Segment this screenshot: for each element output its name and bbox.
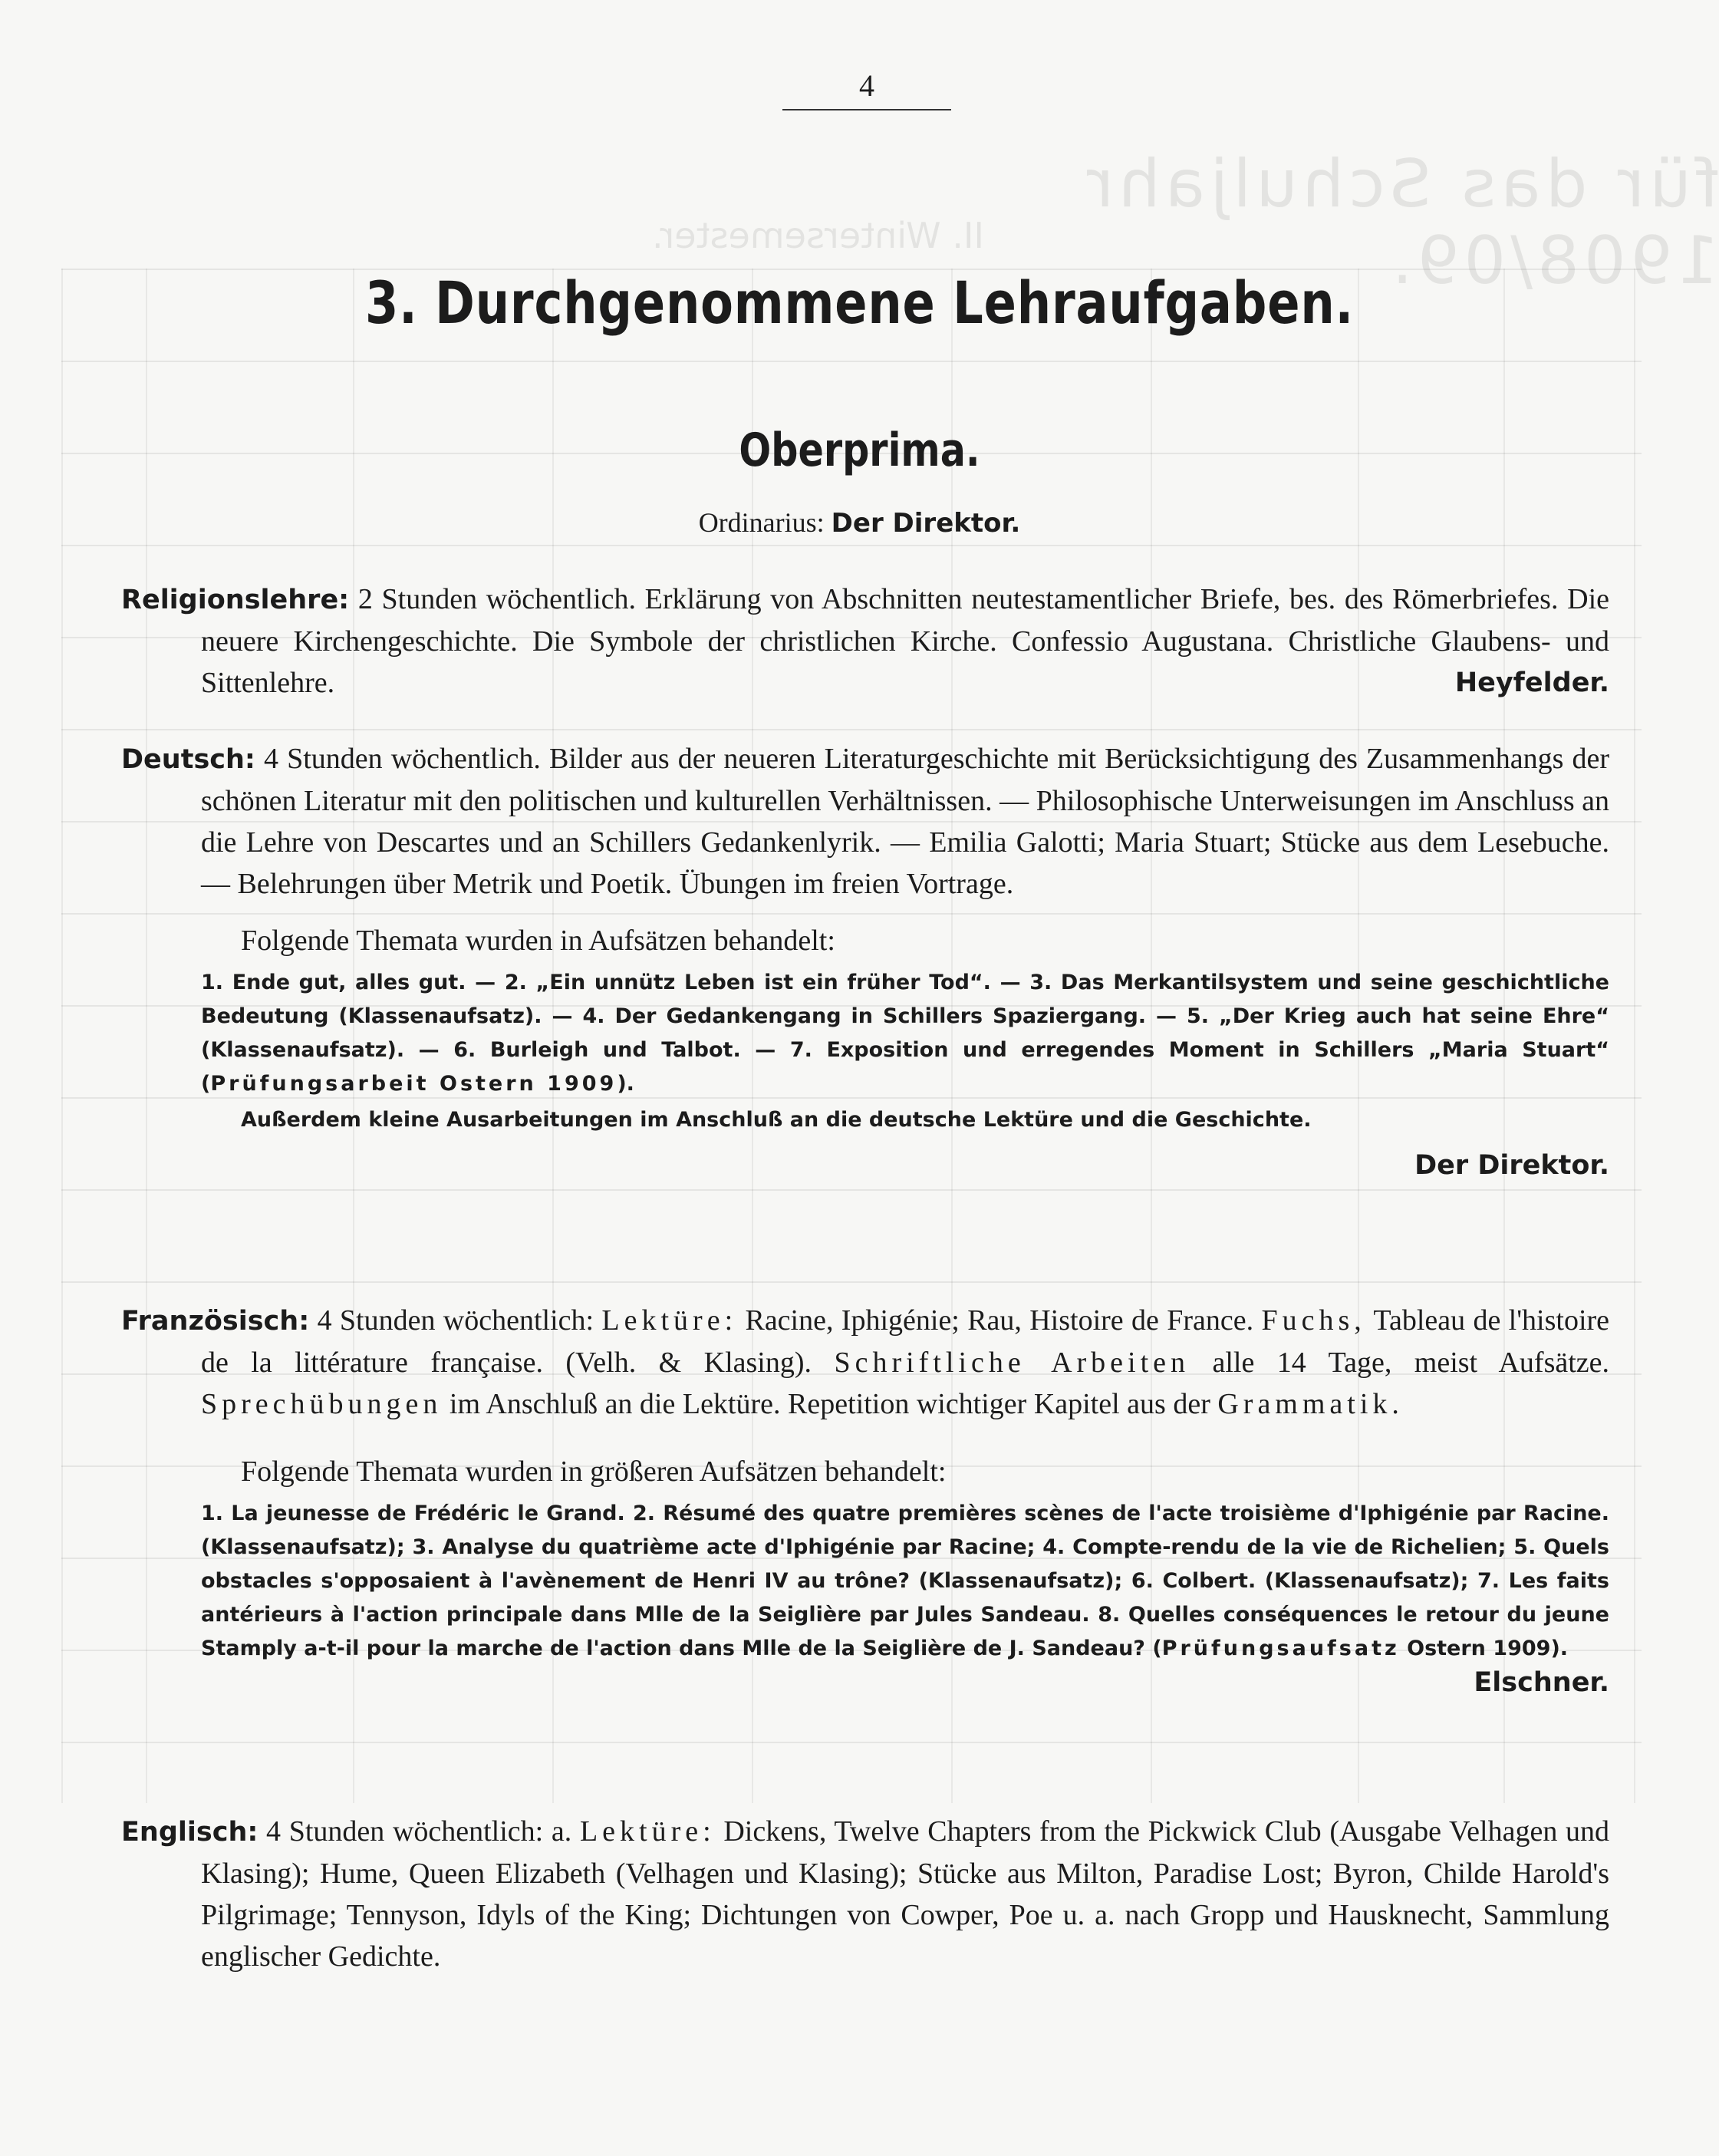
deutsch-teacher-line xyxy=(121,1144,1609,1186)
franzoesisch-themes-close: Ostern 1909). xyxy=(1407,1637,1569,1660)
ordinarius-label: Ordinarius: xyxy=(698,507,825,538)
class-title: Oberprima. xyxy=(739,424,980,477)
deutsch-themes-close: ). xyxy=(617,1072,634,1096)
franzoesisch-repetition: im Anschluß an die Lektüre. Repetition wichtiger Kapitel aus der xyxy=(449,1388,1210,1420)
franzoesisch-teacher: Elschner. xyxy=(1474,1667,1609,1698)
page-number: 4 xyxy=(859,68,874,103)
deutsch-text: 4 Stunden wöchentlich. Bilder aus der neueren Literaturgeschichte mit Berücksichtigung des Zusammenhangs der schönen Literatur mit den politischen und kulturellen Verhältnissen. — Philosophische Unterweisungen im Anschluss an die Lehre von Descartes und an Schillers Gedankenlyrik. — Emilia Galotti; Maria Stuart; Stücke aus dem Lesebuche. — Belehrungen über Metrik und Poetik. Übungen im freien Vortrage. xyxy=(201,743,1610,900)
deutsch-teacher: Der Direktor. xyxy=(1414,1150,1609,1181)
englisch-hours: 4 Stunden wöchentlich: a. xyxy=(266,1815,572,1848)
franzoesisch-grammar: Grammatik. xyxy=(1217,1388,1404,1420)
page-number-rule xyxy=(782,109,951,110)
englisch-lekture-label: Lektüre: xyxy=(579,1815,716,1848)
subject-religion xyxy=(121,579,1609,704)
subject-franzoesisch xyxy=(121,1300,1609,1699)
franzoesisch-hours: 4 Stunden wöchentlich: xyxy=(317,1304,594,1337)
deutsch-themes-exam: Prüfungsarbeit Ostern 1909 xyxy=(210,1072,617,1096)
deutsch-heading: Deutsch: xyxy=(121,744,255,775)
franzoesisch-themes-text: 1. La jeunesse de Frédéric le Grand. 2. Résumé des quatre premières scènes de l'acte troisième d'Iphigénie par Racine. (Klassenaufsatz); 3. Analyse du quatrième acte d'Iphigénie par Racine; 4. Compte-rendu de la vie de Richelien; 5. Quels obstacles s'opposaient à l'avènement de Henri IV au trône? (Klassenaufsatz); 6. Colbert. (Klassenaufsatz); 7. Les faits antérieurs à l'action principale dans Mlle de la Seiglière par Jules Sandeau. 8. Quelles conséquences le retour du jeune Stamply a-t-il pour la marche de l'action dans Mlle de la Seiglière de J. Sandeau? ( xyxy=(201,1502,1609,1660)
franzoesisch-heading: Französisch: xyxy=(121,1306,310,1337)
deutsch-paragraph xyxy=(121,738,1609,905)
franzoesisch-paragraph xyxy=(121,1300,1609,1425)
bleed-through-heading: für das Schuljahr 1908/09. xyxy=(1082,146,1719,299)
subject-englisch xyxy=(121,1811,1609,1977)
franzoesisch-written-label: Schriftliche Arbeiten xyxy=(834,1347,1190,1379)
franzoesisch-themes-list xyxy=(121,1497,1609,1698)
franzoesisch-written: alle 14 Tage, meist Aufsätze. xyxy=(1212,1347,1610,1379)
franzoesisch-lekture-label: Lektüre: xyxy=(601,1304,738,1337)
religion-heading: Religionslehre: xyxy=(121,585,350,615)
franzoesisch-reading: Racine, Iphigénie; Rau, Histoire de France. xyxy=(745,1304,1254,1337)
deutsch-themes-intro: Folgende Themata wurden in Aufsätzen behandelt: xyxy=(241,925,835,957)
englisch-paragraph xyxy=(121,1811,1609,1977)
franzoesisch-fuchs: Fuchs, xyxy=(1261,1304,1366,1337)
religion-paragraph xyxy=(121,579,1609,704)
englisch-reading: Dickens, Twelve Chapters from the Pickwick Club (Ausgabe Velhagen und Klasing); Hume, Queen Elizabeth (Velhagen und Klasing); Stücke aus Milton, Paradise Lost; Byron, Childe Harold's Pilgrimage; Tennyson, Idyls of the King; Dichtungen von Cowper, Poe u. a. nach Gropp und Hausknecht, Sammlung englischer Gedichte. xyxy=(201,1815,1610,1973)
bleed-through-subheading: II. Wintersemester. xyxy=(652,215,985,256)
franzoesisch-speaking-label: Sprechübungen xyxy=(201,1388,443,1420)
deutsch-themes-text: 1. Ende gut, alles gut. — 2. „Ein unnütz Leben ist ein früher Tod“. — 3. Das Merkantilsystem und seine geschichtliche Bedeutung (Klassenaufsatz). — 4. Der Gedankengang in Schillers Spaziergang. — 5. „Der Krieg auch hat seine Ehre“ (Klassenaufsatz). — 6. Burleigh und Talbot. — 7. Exposition und erregendes Moment in Schillers „Maria Stuart“ ( xyxy=(201,971,1609,1096)
religion-text: 2 Stunden wöchentlich. Erklärung von Abschnitten neutestamentlicher Briefe, bes. des Römerbriefes. Die neuere Kirchengeschichte. Die Symbole der christlichen Kirche. Confessio Augustana. Christliche Glaubens- und Sittenlehre. xyxy=(201,583,1610,699)
section-title: 3. Durchgenommene Lehraufgaben. xyxy=(364,269,1355,337)
ordinarius-name: Der Direktor. xyxy=(831,508,1021,539)
deutsch-extra-note: Außerdem kleine Ausarbeitungen im Anschluß an die deutsche Lektüre und die Geschichte. xyxy=(241,1108,1312,1132)
englisch-heading: Englisch: xyxy=(121,1817,259,1848)
franzoesisch-themes-intro: Folgende Themata wurden in größeren Aufsätzen behandelt: xyxy=(241,1455,947,1488)
subject-deutsch xyxy=(121,738,1609,1186)
religion-teacher: Heyfelder. xyxy=(1454,668,1609,698)
deutsch-themes-list xyxy=(121,966,1609,1101)
franzoesisch-themes-exam: Prüfungsaufsatz xyxy=(1161,1637,1400,1660)
ordinarius-line xyxy=(0,506,1719,539)
franzoesisch-tableau: Tableau de l'histoire de la littérature française. (Velh. & Klasing). xyxy=(201,1304,1610,1379)
